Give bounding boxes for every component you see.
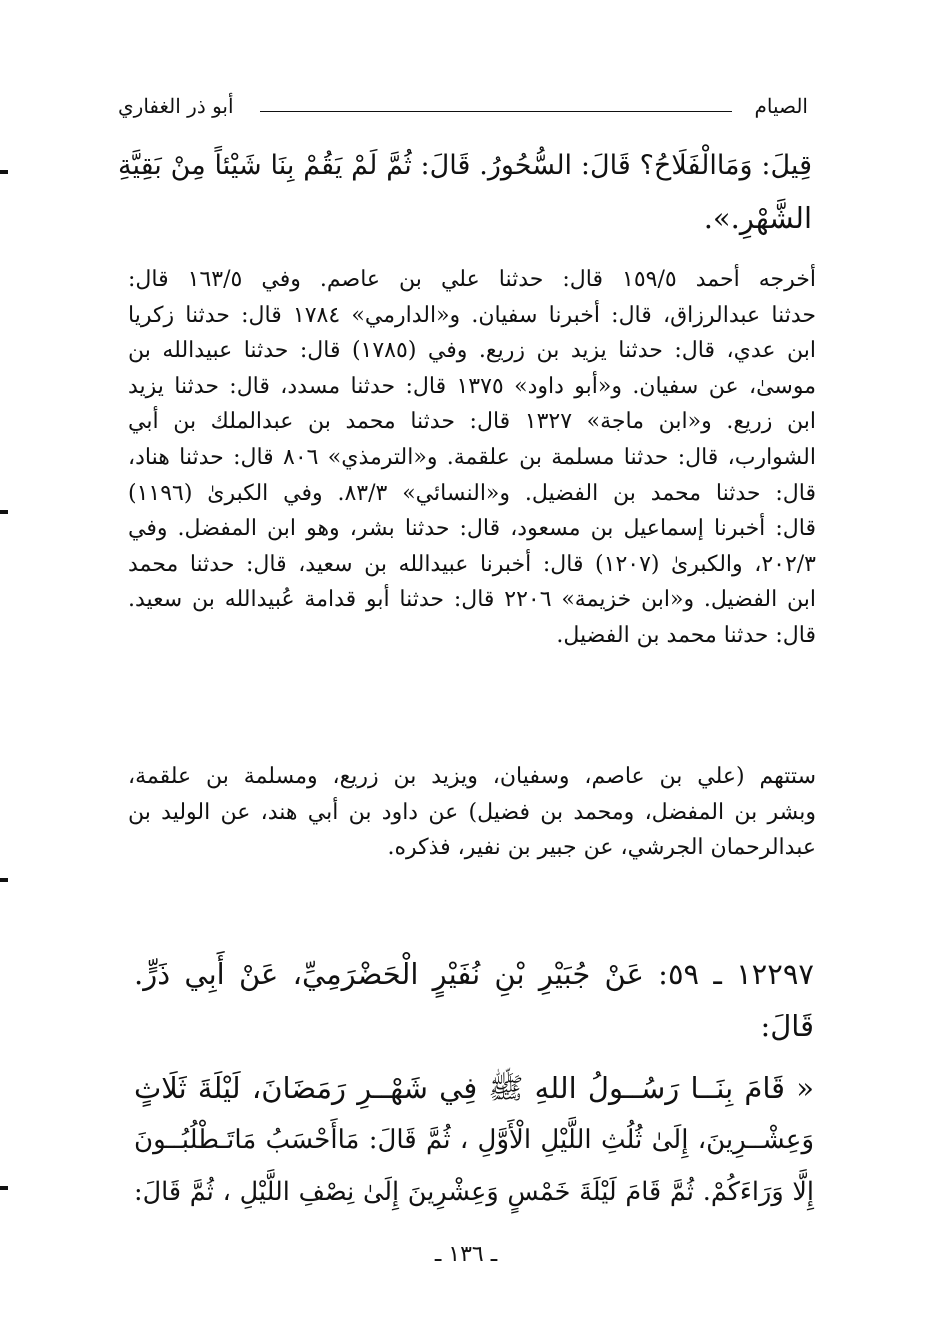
hadith-text — [134, 1062, 814, 1218]
text-line: ابن زريع. و«ابن ماجة» ١٣٢٧ قال: حدثنا محمد بن عبدالملك بن أبي — [128, 409, 816, 435]
text-line: موسىٰ، عن سفيان. و«أبو داود» ١٣٧٥ قال: حدثنا مسدد، قال: حدثنا يزيد — [128, 373, 816, 399]
text-line: قال: أخبرنا إسماعيل بن مسعود، قال: حدثنا بشر، وهو ابن المفضل. وفي — [128, 516, 816, 542]
hadith-heading — [134, 948, 814, 1052]
margin-mark — [0, 878, 8, 882]
text-line: وبشر بن المفضل، ومحمد بن فضيل) عن داود بن أبي هند، عن الوليد بن — [128, 799, 816, 825]
text-line: وَعِشْــرِينَ، إِلَىٰ ثُلُثِ اللَّيْلِ الْأَوَّلِ ، ثُمَّ قَالَ: مَاأَحْسَبُ مَاتَـطْلُبُــونَ — [134, 1125, 814, 1155]
takhrij-paragraph — [128, 262, 816, 654]
text-line: قال: حدثنا محمد بن الفضيل. — [556, 622, 816, 648]
header-narrator-name: أبو ذر الغفاري — [118, 94, 234, 118]
text-line: ١٢٢٩٧ ـ ٥٩: عَنْ جُبَيْرِ بْنِ نُفَيْرٍ الْحَضْرَمِيِّ، عَنْ أَبِي ذَرٍّ. — [134, 957, 814, 991]
narrators-summary — [128, 759, 816, 866]
margin-mark — [0, 510, 8, 514]
text-line: عبدالرحمان الجرشي، عن جبير بن نفير، فذكره. — [387, 835, 816, 861]
text-line: ابن عدي، قال: حدثنا يزيد بن زريع. وفي (١٧٨٥) قال: حدثنا عبيدالله بن — [128, 338, 816, 364]
text-line: ٢٠٢/٣، والكبرىٰ (١٢٠٧) قال: أخبرنا عبيدالله بن سعيد، قال: حدثنا محمد — [128, 551, 816, 577]
text-line: قِيلَ: وَمَاالْفَلَاحُ؟ قَالَ: السُّحُورُ. قَالَ: ثُمَّ لَمْ يَقُمْ بِنَا شَيْئاً مِنْ بَقِيَّةِ — [118, 150, 812, 181]
text-line: أخرجه أحمد ١٥٩/٥ قال: حدثنا علي بن عاصم. وفي ١٦٣/٥ قال: — [128, 267, 817, 292]
header-rule — [260, 111, 732, 112]
header-section-title: الصيام — [754, 94, 808, 118]
page-number: ـ ١٣٦ ـ — [434, 1242, 498, 1267]
text-line: حدثنا عبدالرزاق، قال: أخبرنا سفيان. و«الدارمي» ١٧٨٤ قال: حدثنا زكريا — [128, 302, 816, 328]
text-line: قَالَ: — [760, 1009, 814, 1043]
margin-mark — [0, 170, 8, 174]
text-line: « قَامَ بِنَــا رَسُــولُ اللهِ ﷺ فِي شَهْــرِ رَمَضَانَ، لَيْلَةَ ثَلَاثٍ — [134, 1071, 814, 1105]
text-line: الشوارب، قال: حدثنا مسلمة بن علقمة. و«الترمذي» ٨٠٦ قال: حدثنا هناد، — [128, 444, 816, 470]
margin-mark — [0, 1186, 8, 1190]
running-header — [118, 92, 808, 122]
text-line: الشَّهْرِ.». — [703, 201, 812, 235]
text-line: ابن الفضيل. و«ابن خزيمة» ٢٢٠٦ قال: حدثنا أبو قدامة عُبيدالله بن سعيد. — [128, 587, 817, 613]
text-line: إِلَّا وَرَاءَكُمْ. ثُمَّ قَامَ لَيْلَةَ خَمْسٍ وَعِشْرِينَ إِلَىٰ نِصْفِ اللَّيْلِ ، ثُمَّ قَالَ: — [134, 1177, 814, 1207]
text-line: ستتهم (علي بن عاصم، وسفيان، ويزيد بن زريع، ومسلمة بن علقمة، — [128, 764, 817, 789]
text-line: قال: حدثنا محمد بن الفضيل. و«النسائي» ٨٣/٣. وفي الكبرىٰ (١١٩٦) — [128, 480, 817, 506]
hadith-continuation — [118, 140, 812, 244]
